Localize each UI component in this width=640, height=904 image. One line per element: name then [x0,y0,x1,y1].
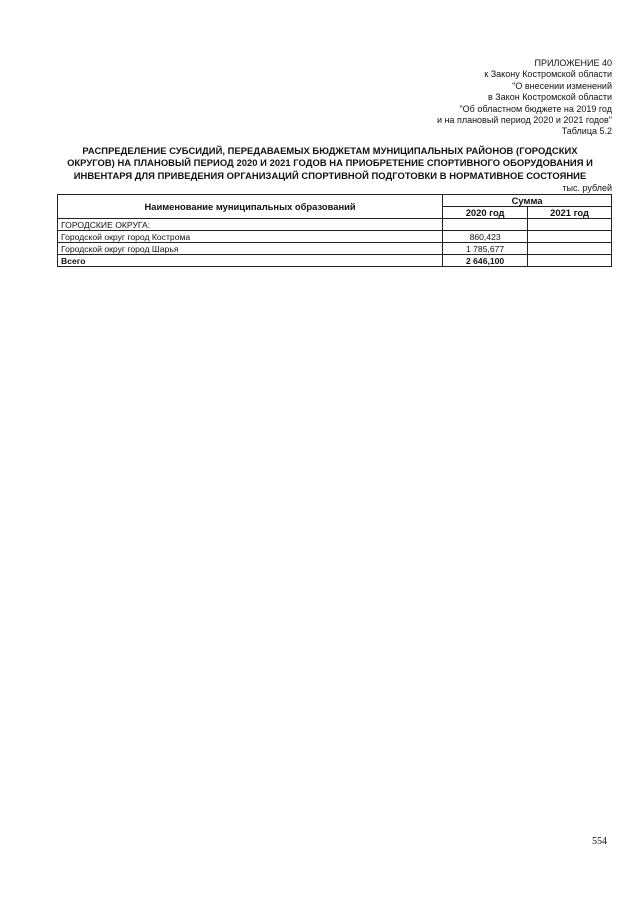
page-number: 554 [592,836,607,847]
header-row [58,195,612,207]
name-column-header: Наименование муниципальных образований [58,195,443,219]
appendix-line: в Закон Костромской области [487,92,612,103]
row-2020-value [443,219,528,231]
appendix-header [437,58,612,138]
total-label: Всего [58,255,443,267]
appendix-line: ПРИЛОЖЕНИЕ 40 [534,58,612,68]
row-name: Городской округ город Кострома [58,231,443,243]
total-2021-value [528,255,612,267]
year-2020-header: 2020 год [443,207,528,219]
row-name: ГОРОДСКИЕ ОКРУГА: [58,219,443,231]
appendix-line: "Об областном бюджете на 2019 год [459,103,612,114]
year-2021-header: 2021 год [528,207,612,219]
row-2021-value [528,219,612,231]
title-line: ОКРУГОВ) НА ПЛАНОВЫЙ ПЕРИОД 2020 И 2021 ГОДОВ НА ПРИОБРЕТЕНИЕ СПОРТИВНОГО ОБОРУДОВАНИЯ И [67,157,593,169]
total-2020-value: 2 646,100 [443,255,528,267]
appendix-line: и на плановый период 2020 и 2021 годов" [436,115,612,126]
row-2021-value [528,243,612,255]
subsidies-table [57,194,612,267]
appendix-line: к Закону Костромской области [484,69,612,80]
table-row [58,219,612,231]
unit-label: тыс. рублей [562,183,612,193]
row-name: Городской округ город Шарья [58,243,443,255]
row-2020-value: 1 785,677 [443,243,528,255]
table-number: Таблица 5.2 [561,126,612,137]
row-2021-value [528,231,612,243]
table-row [58,231,612,243]
title-line: РАСПРЕДЕЛЕНИЕ СУБСИДИЙ, ПЕРЕДАВАЕМЫХ БЮДЖЕТАМ МУНИЦИПАЛЬНЫХ РАЙОНОВ (ГОРОДСКИХ [82,145,578,156]
sum-column-header: Сумма [443,195,612,207]
table-row [58,243,612,255]
title-line: ИНВЕНТАРЯ ДЛЯ ПРИВЕДЕНИЯ ОРГАНИЗАЦИЙ СПОРТИВНОЙ ПОДГОТОВКИ В НОРМАТИВНОЕ СОСТОЯНИЕ [73,169,587,181]
appendix-line: "О внесении изменений [512,80,612,91]
total-row [58,255,612,267]
document-title [52,145,608,182]
row-2020-value: 860,423 [443,231,528,243]
